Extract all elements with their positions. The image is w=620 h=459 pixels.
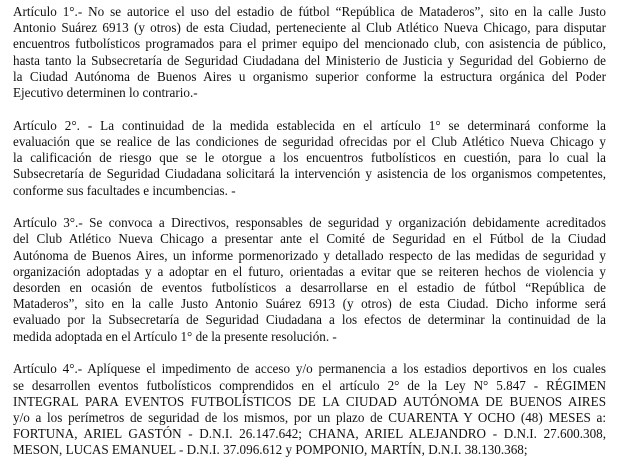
article-1-line: Ejecutivo determinen lo contrario.- — [13, 85, 198, 101]
article-3-line: evaluado por la Subsecretaría de Seguridad Ciudadana a los efectos de determinar la continuidad de la — [13, 312, 606, 328]
article-2 — [13, 118, 606, 199]
article-1 — [13, 4, 606, 101]
article-4-line: y/o a los perímetros de seguridad de los mismos, por un plazo de CUARENTA Y OCHO (48) MESES a: — [13, 409, 606, 425]
article-1-line: hasta tanto la Subsecretaría de Seguridad Ciudadana del Ministerio de Justicia y Seguridad del Gobierno de — [13, 52, 606, 68]
article-4-line: se desarrollen eventos futbolísticos comprendidos en el artículo 2° de la Ley N° 5.847 - RÉGIMEN — [13, 377, 606, 393]
article-1-line: Artículo 1°.- No se autorice el uso del estadio de fútbol “República de Mataderos”, sito en la calle Justo — [13, 4, 606, 19]
article-3-line: desorden en ocasión de eventos futbolísticos a desarrollarse en el estadio de fútbol “República de — [13, 280, 606, 296]
article-2-line: la calificación de riesgo que se le otorgue a los encuentros futbolísticos en cuestión, para lo cual la — [13, 150, 606, 166]
article-3-line: medida adoptada en el Artículo 1° de la presente resolución. - — [13, 328, 337, 344]
article-2-line: conforme sus facultades e incumbencias. - — [13, 182, 236, 198]
article-2-line: evaluación que se realice de las condiciones de seguridad ofrecidas por el Club Atlético Nueva Chicago y — [13, 133, 606, 149]
article-4-line: MESON, LUCAS EMANUEL - D.N.I. 37.096.612 y POMPONIO, MARTÍN, D.N.I. 38.130.368; — [13, 442, 528, 458]
article-2-line: Subsecretaría de Seguridad Ciudadana solicitará la intervención y asistencia de los organismos competentes, — [13, 166, 606, 182]
article-4-line: INTEGRAL PARA EVENTOS FUTBOLÍSTICOS DE LA CIUDAD AUTÓNOMA DE BUENOS AIRES — [13, 393, 606, 409]
article-2-line: Artículo 2°. - La continuidad de la medida establecida en el artículo 1° se determinará conforme la — [13, 117, 606, 133]
article-1-line: Antonio Suárez 6913 (y otros) de esta Ciudad, perteneciente al Club Atlético Nueva Chicago, para disputar — [13, 20, 606, 36]
article-3-line: Artículo 3°.- Se convoca a Directivos, responsables de seguridad y organización debidamente acreditados — [13, 215, 606, 231]
article-3-line: Mataderos”, sito en la calle Justo Antonio Suárez 6913 (y otros) de esta Ciudad. Dicho informe será — [13, 296, 606, 312]
article-4-line: Artículo 4°.- Aplíquese el impedimento de acceso y/o permanencia a los estadios deportivos en los cuales — [13, 361, 606, 377]
article-1-line: encuentros futbolísticos programados para el primer equipo del mencionado club, con asistencia de público, — [13, 36, 606, 52]
article-3-line: del Club Atlético Nueva Chicago a presentar ante el Comité de Seguridad en el Fútbol de la Ciudad — [13, 231, 606, 247]
article-3-line: Autónoma de Buenos Aires, un informe pormenorizado y detallado respecto de las medidas de seguridad y — [13, 247, 606, 263]
article-3-line: organización adoptadas y a adoptar en el futuro, orientadas a evitar que se reiteren hechos de violencia y — [13, 263, 606, 279]
article-1-line: la Ciudad Autónoma de Buenos Aires u organismo superior conforme la estructura orgánica del Poder — [13, 68, 606, 84]
article-4-line: FORTUNA, ARIEL GASTÓN - D.N.I. 26.147.642; CHANA, ARIEL ALEJANDRO - D.N.I. 27.600.308, — [13, 426, 606, 442]
article-3 — [13, 215, 606, 345]
article-4 — [13, 361, 606, 458]
